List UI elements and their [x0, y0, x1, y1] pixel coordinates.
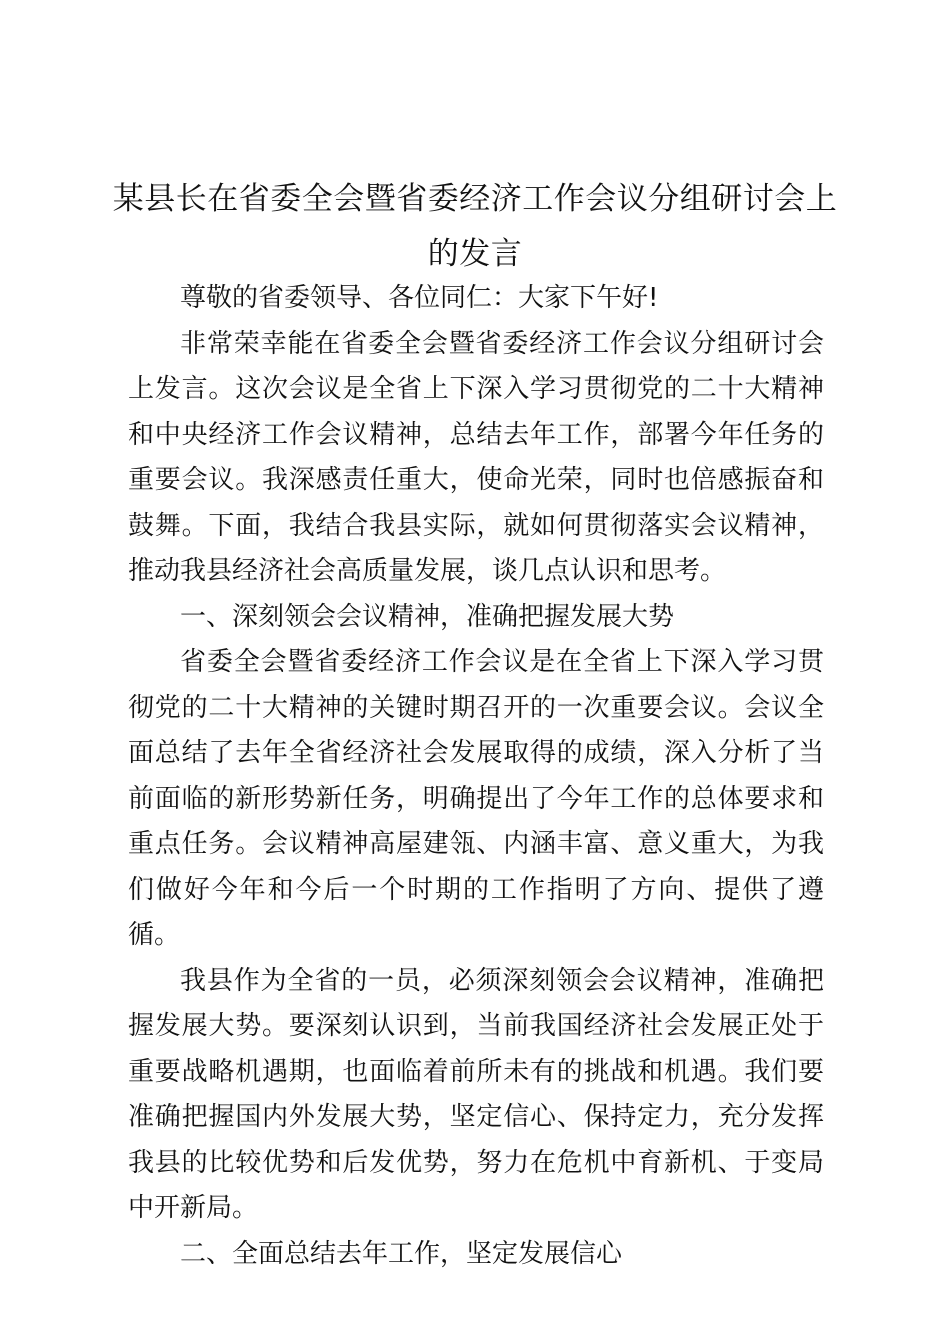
section-1-paragraph-1: 省委全会暨省委经济工作会议是在全省上下深入学习贯彻党的二十大精神的关键时期召开的一次重要会议。会议全面总结了去年全省经济社会发展取得的成绩，深入分析了当前面临的新形势新任务，明确提出了今年工作的总体要求和重点任务。会议精神高屋建瓴、内涵丰富、意义重大，为我们做好今年和今后一个时期的工作指明了方向、提供了遵循。 [128, 647, 824, 950]
section-1-paragraph-2: 我县作为全省的一员，必须深刻领会会议精神，准确把握发展大势。要深刻认识到，当前我国经济社会发展正处于重要战略机遇期，也面临着前所未有的挑战和机遇。我们要准确把握国内外发展大势，坚定信心、保持定力，充分发挥我县的比较优势和后发优势，努力在危机中育新机、于变局中开新局。 [128, 965, 824, 1223]
intro-paragraph: 非常荣幸能在省委全会暨省委经济工作会议分组研讨会上发言。这次会议是全省上下深入学习贯彻党的二十大精神和中央经济工作会议精神，总结去年工作，部署今年任务的重要会议。我深感责任重大，使命光荣，同时也倍感振奋和鼓舞。下面，我结合我县实际，就如何贯彻落实会议精神，推动我县经济社会高质量发展，谈几点认识和思考。 [128, 328, 824, 586]
section-heading-1: 一、深刻领会会议精神，准确把握发展大势 [180, 601, 675, 632]
document-title: 某县长在省委全会暨省委经济工作会议分组研讨会上的发言 [112, 181, 838, 272]
section-heading-2: 二、全面总结去年工作，坚定发展信心 [180, 1238, 623, 1269]
greeting-paragraph: 尊敬的省委领导、各位同仁：大家下午好! [180, 283, 659, 313]
document-body [128, 276, 824, 1277]
